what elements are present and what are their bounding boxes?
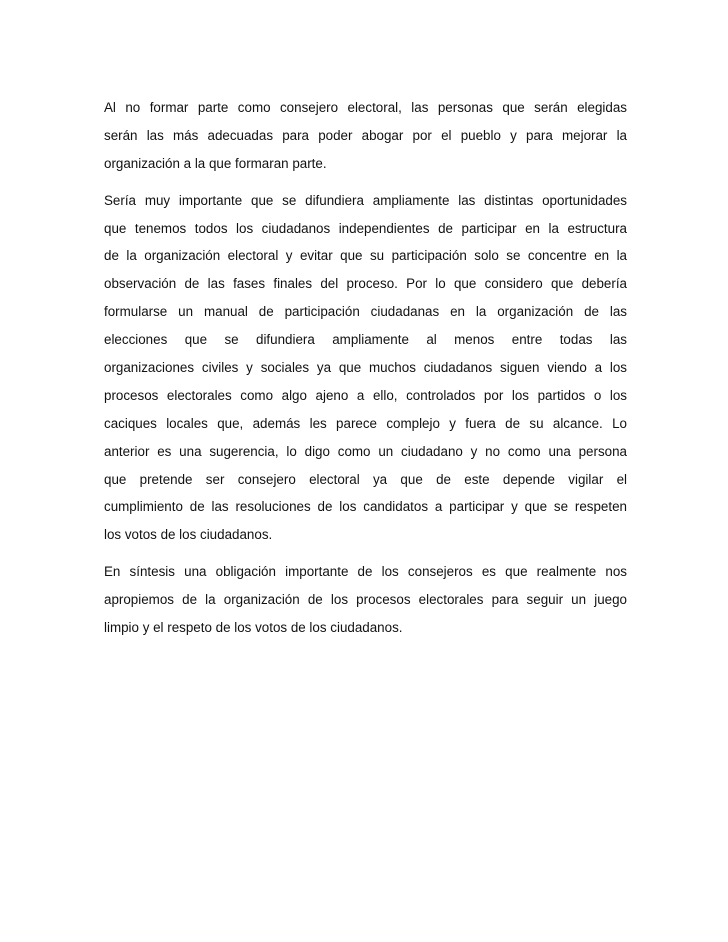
text-line: En síntesis una obligación importante de los consejeros es que realmente nos (104, 564, 627, 580)
text-line: anterior es una sugerencia, lo digo como un ciudadano y no como una persona (104, 443, 627, 459)
text-line: que tenemos todos los ciudadanos independientes de participar en la estructura (104, 220, 627, 236)
text-line: organización a la que formaran parte. (104, 155, 327, 171)
paragraph-2 (104, 187, 627, 550)
text-line: observación de las fases finales del proceso. Por lo que considero que debería (104, 276, 627, 292)
paragraph-3 (104, 558, 627, 642)
text-line: los votos de los ciudadanos. (104, 527, 273, 543)
text-line: procesos electorales como algo ajeno a ello, controlados por los partidos o los (104, 387, 627, 403)
text-line: cumplimiento de las resoluciones de los candidatos a participar y que se respeten (104, 499, 627, 515)
text-line: elecciones que se difundiera ampliamente al menos entre todas las (104, 332, 627, 348)
text-line: serán las más adecuadas para poder abogar por el pueblo y para mejorar la (104, 127, 627, 143)
text-line: apropiemos de la organización de los procesos electorales para seguir un juego (104, 592, 627, 608)
text-line: organizaciones civiles y sociales ya que muchos ciudadanos siguen viendo a los (104, 360, 627, 376)
text-line: formularse un manual de participación ciudadanas en la organización de las (104, 304, 627, 320)
document-body (104, 94, 627, 651)
text-line: caciques locales que, además les parece complejo y fuera de su alcance. Lo (104, 415, 627, 431)
text-line: limpio y el respeto de los votos de los ciudadanos. (104, 620, 403, 636)
text-line: de la organización electoral y evitar que su participación solo se concentre en la (104, 248, 627, 264)
paragraph-1 (104, 94, 627, 178)
text-line: Al no formar parte como consejero electoral, las personas que serán elegidas (104, 100, 627, 115)
text-line: Sería muy importante que se difundiera ampliamente las distintas oportunidades (104, 192, 627, 208)
text-line: que pretende ser consejero electoral ya que de este depende vigilar el (104, 471, 627, 487)
